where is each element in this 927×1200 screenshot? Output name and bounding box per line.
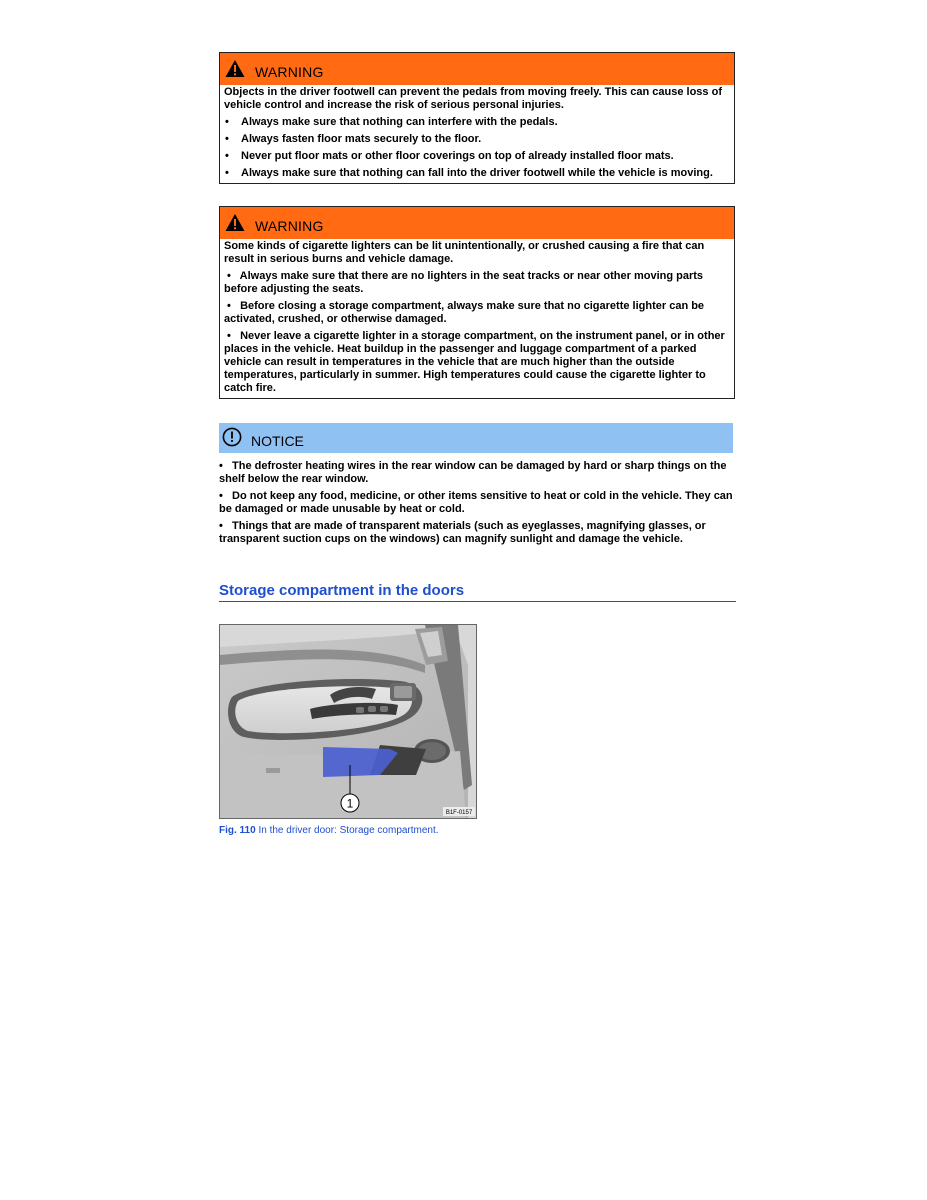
warning-intro: Some kinds of cigarette lighters can be lit unintentionally, or crushed causing a fire that can result in serious burns and vehicle damage. bbox=[224, 240, 705, 265]
notice-body bbox=[219, 460, 735, 550]
warning-title: WARNING bbox=[255, 63, 324, 80]
list-item: • Always make sure that nothing can fall into the driver footwell while the vehicle is moving. bbox=[225, 167, 713, 179]
warning-body bbox=[220, 239, 734, 398]
warning-box-footwell bbox=[219, 52, 735, 184]
callout-label: 1 bbox=[346, 796, 354, 811]
notice-title: NOTICE bbox=[251, 432, 304, 449]
list-item: • Do not keep any food, medicine, or other items sensitive to heat or cold in the vehicle. They can be damaged or made unusable by heat or cold. bbox=[219, 490, 733, 515]
figure-caption-text: In the driver door: Storage compartment. bbox=[255, 825, 439, 836]
list-item: • Never put floor mats or other floor coverings on top of already installed floor mats. bbox=[225, 150, 674, 162]
list-item: • Before closing a storage compartment, always make sure that no cigarette lighter can be activated, crushed, or otherwise damaged. bbox=[224, 300, 705, 325]
figure-number: Fig. 110 bbox=[219, 825, 256, 836]
list-item: • The defroster heating wires in the rear window can be damaged by hard or sharp things on the shelf below the rear window. bbox=[219, 460, 727, 485]
warning-header bbox=[220, 53, 734, 85]
exclamation-circle-icon bbox=[222, 427, 242, 447]
warning-box-lighters bbox=[219, 206, 735, 399]
section-heading: Storage compartment in the doors bbox=[219, 582, 736, 602]
warning-header bbox=[220, 207, 734, 239]
warning-triangle-icon bbox=[225, 213, 245, 232]
list-item: • Never leave a cigarette lighter in a storage compartment, on the instrument panel, or in other places in the vehicle. Heat buildup in the passenger and luggage compartment of a parked vehicle can result in temperatures in the vehicle that are much higher than the outside temperatures, particularly in summer. High temperatures could cause the cigarette lighter to catch fire. bbox=[224, 330, 725, 394]
list-item: • Things that are made of transparent materials (such as eyeglasses, magnifying glasses, or transparent suction cups on the windows) can magnify sunlight and damage the vehicle. bbox=[219, 520, 706, 545]
warning-body bbox=[220, 85, 734, 183]
figure-caption bbox=[219, 825, 439, 836]
door-storage-figure bbox=[219, 624, 477, 819]
warning-title: WARNING bbox=[255, 217, 324, 234]
figure-code: B1F-0157 bbox=[445, 810, 473, 816]
door-illustration bbox=[220, 625, 476, 818]
list-item: • Always make sure that there are no lighters in the seat tracks or near other moving parts before adjusting the seats. bbox=[224, 270, 704, 295]
notice-header bbox=[219, 423, 733, 453]
warning-intro: Objects in the driver footwell can prevent the pedals from moving freely. This can cause loss of vehicle control and increase the risk of serious personal injuries. bbox=[224, 86, 722, 111]
list-item: • Always make sure that nothing can interfere with the pedals. bbox=[225, 116, 558, 128]
list-item: • Always fasten floor mats securely to the floor. bbox=[225, 133, 482, 145]
warning-triangle-icon bbox=[225, 59, 245, 78]
